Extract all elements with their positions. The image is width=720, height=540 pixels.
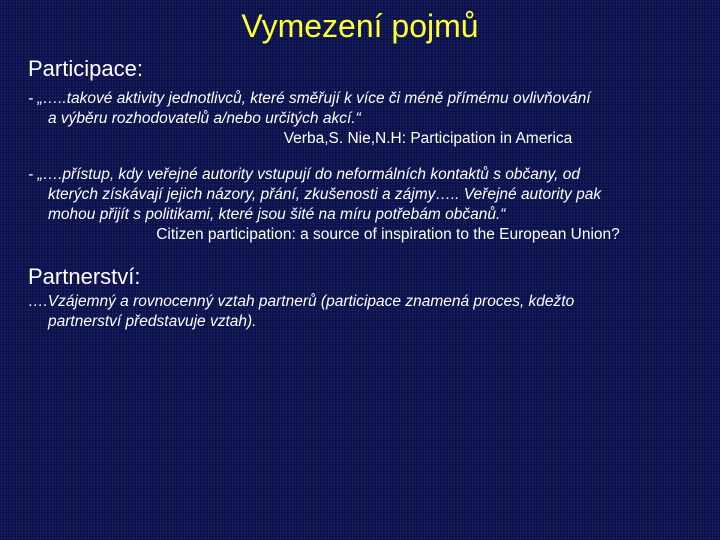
quote-line: - „….přístup, kdy veřejné autority vstupují do neformálních kontaktů s občany, od	[28, 166, 580, 183]
slide-title: Vymezení pojmů	[241, 8, 479, 44]
heading-participace: Participace:	[28, 56, 143, 81]
quote-line: a výběru rozhodovatelů a/nebo určitých akcí.“	[48, 110, 361, 127]
quote-citizen-participation	[28, 165, 708, 245]
quote-source: Verba,S. Nie,N.H: Participation in America	[283, 130, 573, 147]
partnerstvi-definition	[28, 292, 708, 332]
quote-line: - „…..takové aktivity jednotlivců, které směřují k více či méně přímému ovlivňování	[28, 90, 591, 107]
definition-line: ….Vzájemný a rovnocenný vztah partnerů (participace znamená proces, kdežto	[28, 293, 575, 310]
quote-source: Citizen participation: a source of inspiration to the European Union?	[156, 226, 620, 243]
definition-line: partnerství představuje vztah).	[48, 313, 257, 330]
quote-line: kterých získávají jejich názory, přání, zkušenosti a zájmy….. Veřejné autority pak	[48, 186, 602, 203]
quote-line: mohou přijít s politikami, které jsou šité na míru potřebám občanů.“	[48, 206, 506, 223]
quote-verba-nie	[28, 89, 708, 149]
heading-partnerstvi: Partnerství:	[28, 264, 141, 289]
